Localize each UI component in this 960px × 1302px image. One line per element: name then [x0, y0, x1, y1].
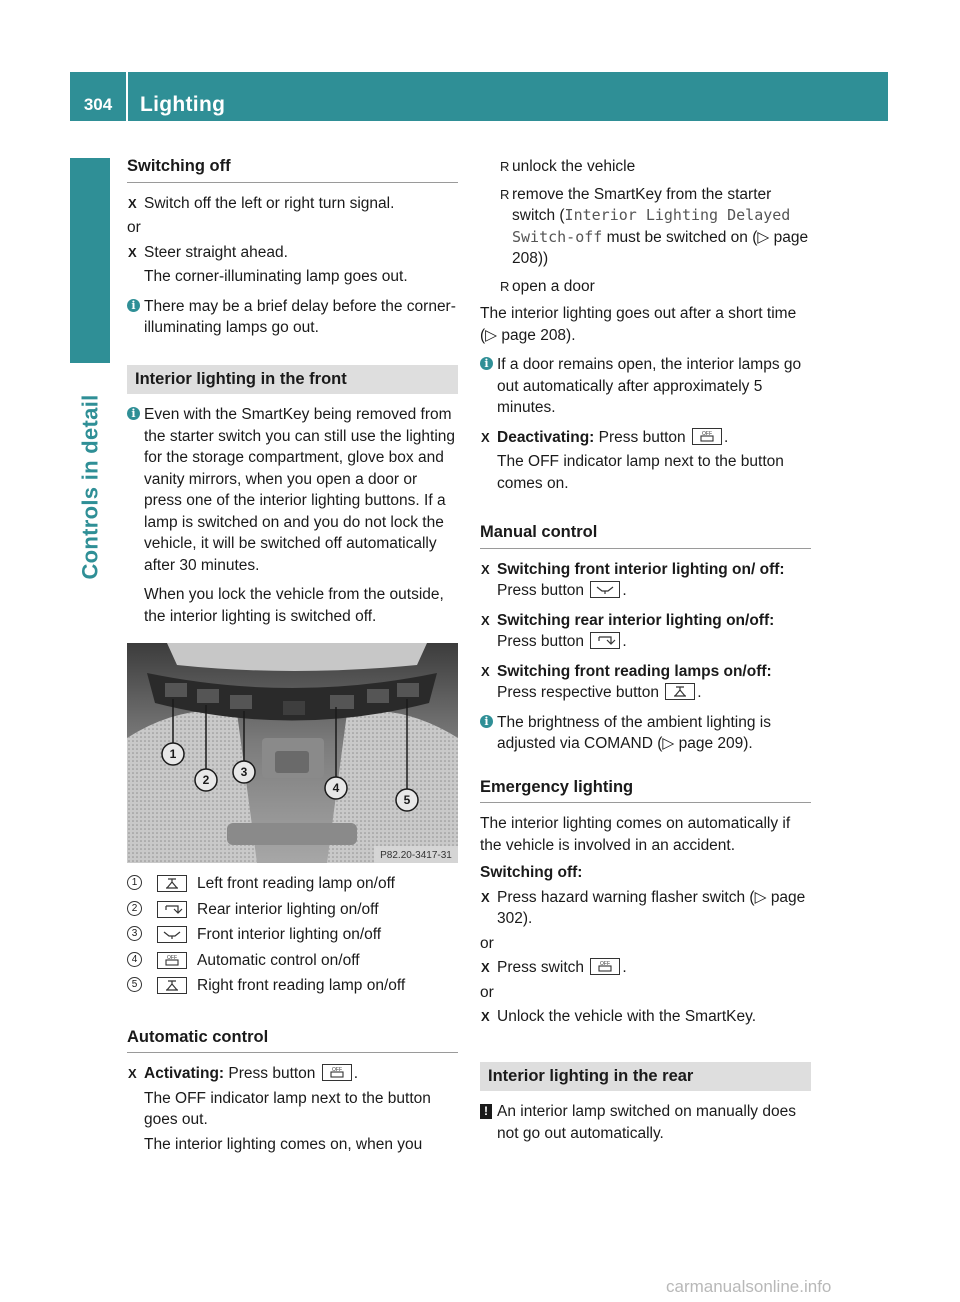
legend-item-5: 5 Right front reading lamp on/off	[127, 975, 458, 997]
info-icon: i	[480, 357, 493, 370]
warning-note: ! An interior lamp switched on manually does not go out automatically.	[480, 1101, 811, 1144]
header-divider	[126, 72, 128, 121]
info-note: i The brightness of the ambient lighting is adjusted via COMAND (▷ page 209).	[480, 712, 811, 755]
right-column	[480, 150, 811, 1152]
svg-text:OFF: OFF	[600, 961, 611, 967]
svg-text:OFF: OFF	[167, 954, 177, 961]
page-number: 304	[83, 95, 113, 114]
left-column	[127, 150, 458, 1158]
panel-illustration	[127, 643, 458, 863]
svg-text:4: 4	[332, 781, 340, 795]
watermark: carmanualsonline.info	[666, 1277, 832, 1296]
svg-text:3: 3	[240, 765, 248, 779]
step-rear-interior: X Switching rear interior lighting on/off: Press button .	[480, 610, 811, 653]
section-label: Controls in detail	[77, 394, 103, 580]
step-result: The corner-illuminating lamp goes out.	[144, 268, 408, 285]
heading-emergency-lighting: Emergency lighting	[480, 771, 811, 804]
step-press-switch: X Press switch OFF .	[480, 957, 811, 979]
list-item: R open a door	[500, 276, 811, 298]
step-switch-off-signal: X Switch off the left or right turn signal.	[127, 193, 458, 215]
front-light-icon	[157, 926, 187, 943]
heading-interior-rear: Interior lighting in the rear	[480, 1062, 811, 1092]
reading-lamp-icon	[157, 977, 187, 994]
or-text: or	[480, 934, 494, 952]
info-icon: i	[127, 407, 140, 420]
step-steer-straight: X Steer straight ahead.	[127, 242, 458, 264]
or-text: or	[127, 219, 141, 236]
legend-item-3: 3 Front interior lighting on/off	[127, 924, 458, 946]
step-activating: X Activating: Press button OFF .	[127, 1063, 458, 1085]
legend-item-1: 1 Left front reading lamp on/off	[127, 873, 458, 895]
list-item: R remove the SmartKey from the starter switch (Interior Lighting Delayed Switch-off must be switched on (▷ page 208))	[500, 184, 811, 270]
heading-interior-front: Interior lighting in the front	[127, 365, 458, 395]
auto-off-icon	[692, 428, 722, 445]
legend-item-4: 4 OFF Automatic control on/off	[127, 950, 458, 972]
svg-text:5: 5	[403, 793, 411, 807]
step-reading-lamps: X Switching front reading lamps on/off: Press respective button .	[480, 661, 811, 704]
emergency-text: The interior lighting comes on automatically if the vehicle is involved in an accident.	[480, 815, 791, 854]
reading-lamp-icon	[665, 683, 695, 700]
section-tab	[70, 158, 110, 363]
heading-automatic-control: Automatic control	[127, 1021, 458, 1054]
front-light-icon	[590, 581, 620, 598]
auto-off-icon	[322, 1064, 352, 1081]
info-icon: i	[480, 715, 493, 728]
svg-text:OFF: OFF	[702, 430, 712, 437]
step-front-interior: X Switching front interior lighting on/ off: Press button .	[480, 559, 811, 602]
info-note: i There may be a brief delay before the corner-illuminating lamps go out.	[127, 296, 458, 339]
svg-text:P82.20-3417-31: P82.20-3417-31	[380, 850, 452, 861]
svg-text:2: 2	[202, 773, 210, 787]
step-unlock-vehicle: X Unlock the vehicle with the SmartKey.	[480, 1006, 811, 1028]
svg-text:1: 1	[169, 747, 177, 761]
activating-result: The OFF indicator lamp next to the button goes out.	[144, 1089, 431, 1128]
page-title: Lighting	[140, 93, 226, 116]
overhead-panel-photo	[127, 643, 458, 863]
svg-text:OFF: OFF	[331, 1067, 342, 1073]
auto-off-icon	[157, 952, 187, 969]
list-item: R unlock the vehicle	[500, 156, 811, 178]
heading-manual-control: Manual control	[480, 516, 811, 549]
legend-item-2: 2 Rear interior lighting on/off	[127, 899, 458, 921]
goes-out-text: The interior lighting goes out after a short time (▷ page 208).	[480, 305, 797, 344]
step-deactivating: X Deactivating: Press button OFF .	[480, 427, 811, 449]
reading-lamp-icon	[157, 875, 187, 892]
info-icon: i	[127, 299, 140, 312]
rear-light-icon	[590, 632, 620, 649]
info-note: i If a door remains open, the interior lamps go out automatically after approximately 5 minutes.	[480, 354, 811, 419]
info-continued: When you lock the vehicle from the outside, the interior lighting is switched off.	[144, 586, 444, 625]
heading-switching-off: Switching off	[127, 150, 458, 183]
step-hazard-switch: X Press hazard warning flasher switch (▷ page 302).	[480, 887, 811, 930]
rear-light-icon	[157, 901, 187, 918]
deactivating-result: The OFF indicator lamp next to the button comes on.	[497, 453, 784, 492]
info-note: i Even with the SmartKey being removed from the starter switch you can still use the lighting for the storage compartment, glove box and vanity mirrors, when you open a door or press one of the interior lighting buttons. If a lamp is switched on and you do not lock the vehicle, it will be switched off automatically after 30 minutes.	[127, 404, 458, 576]
auto-off-icon	[590, 958, 620, 975]
switching-off-label: Switching off:	[480, 864, 583, 881]
warning-icon: !	[480, 1104, 492, 1119]
activating-condition: The interior lighting comes on, when you	[144, 1135, 423, 1153]
or-text: or	[480, 983, 494, 1001]
